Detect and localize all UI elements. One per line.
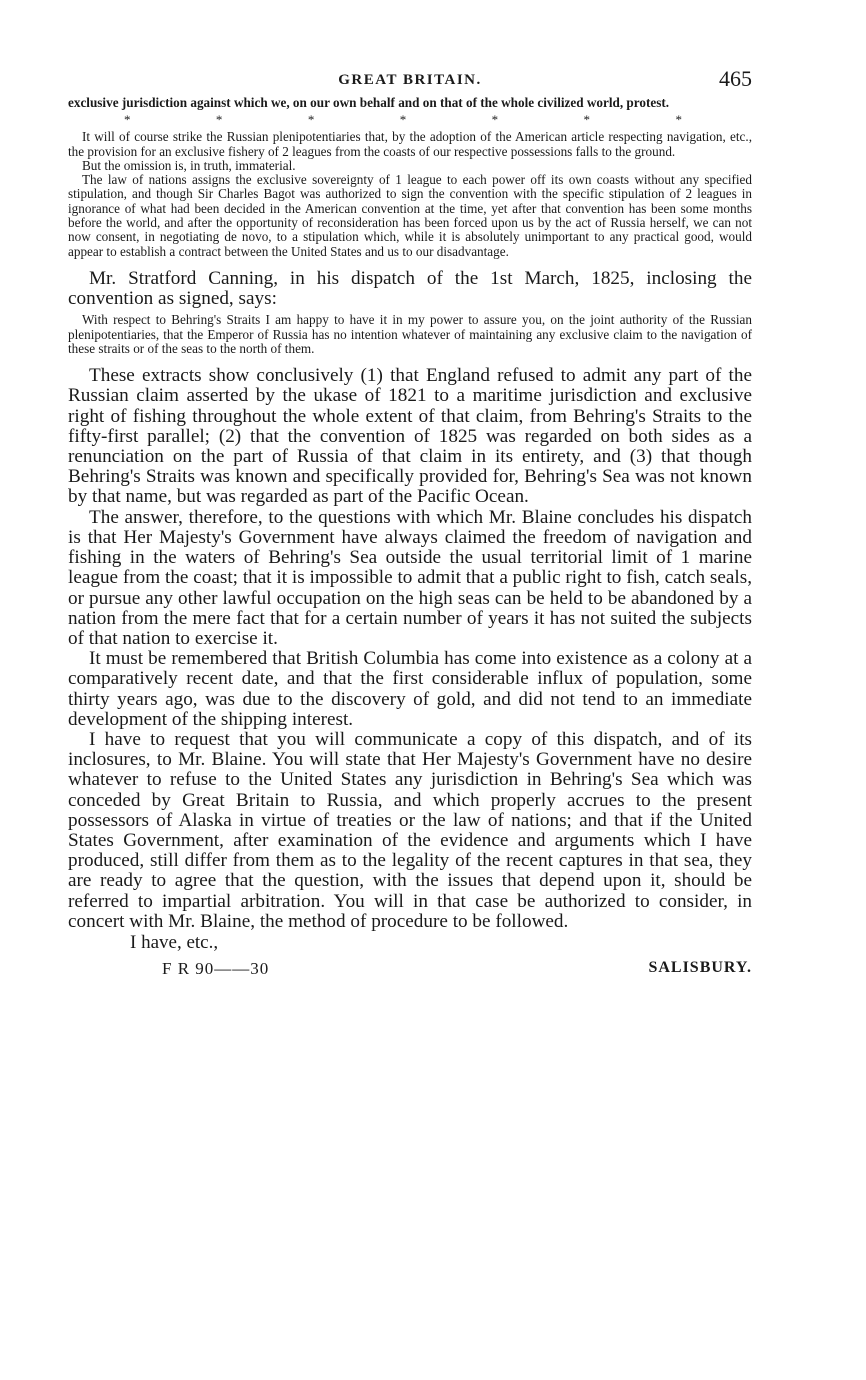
star-separator: * [675, 112, 682, 128]
signatory-name: SALISBURY. [648, 958, 752, 976]
ellipsis-stars [68, 110, 752, 130]
body-paragraph: It must be remembered that British Columbia has come into existence as a colony at a comparatively recent date, and that the first considerable influx of population, some thirty years ago, was due to the discovery of gold, and did not tend to an immediate development of the shipping interest. [68, 648, 752, 730]
page-header [68, 62, 752, 96]
star-separator: * [307, 112, 315, 128]
body-paragraph: I have to request that you will communicate a copy of this dispatch, and of its inclosures, to Mr. Blaine. You will state that Her Majesty's Government have no desire whatever to refuse to the United States any jurisdiction in Behring's Sea which was conceded by Great Britain to Russia, and which properly accrues to the present possessors of Alaska in virtue of treaties or the law of nations; and that if the United States Government, after examination of the evidence and arguments which I have produced, still differ from them as to the legality of the recent captures in that sea, they are ready to agree that the question, with the issues that depend upon it, should be referred to impartial arbitration. You will in that case be authorized to consider, in concert with Mr. Blaine, the method of procedure to be followed. [68, 728, 752, 932]
running-title: GREAT BRITAIN. [338, 72, 482, 88]
closing-line: I have, etc., [130, 931, 219, 953]
page-footer [68, 955, 752, 983]
star-separator: * [124, 112, 131, 128]
quote-continuation: exclusive jurisdiction against which we, on our own behalf and on that of the whole civilized world, protest. [68, 95, 670, 110]
star-separator: * [399, 112, 407, 128]
page-number: 465 [719, 66, 752, 91]
body-paragraph: These extracts show conclusively (1) that England refused to admit any part of the Russian claim asserted by the ukase of 1821 to a maritime jurisdiction and exclusive right of fishing throughout the whole extent of that claim, from Behring's Straits to the fifty-first parallel; (2) that the convention of 1825 was regarded on both sides as a renunciation on the part of Russia of that claim in its entirety, and (3) that though Behring's Straits was known and specifically provided for, Behring's Sea was not known by that name, but was regarded as part of the Pacific Ocean. [68, 365, 752, 508]
quote-paragraph: The law of nations assigns the exclusive sovereignty of 1 league to each power off its own coasts without any specified stipulation, and though Sir Charles Bagot was authorized to sign the convention with the specific stipulation of 2 leagues in ignorance of what had been decided in the American convention at the time, yet after that convention has been some months before the world, and after the opportunity of reconsideration has been forced upon us by the act of Russia herself, we can not now consent, in negotiating de novo, to a stipulation which, while it is absolutely unimportant to any practical good, would appear to establish a contract between the United States and us to our disadvantage. [68, 172, 752, 259]
body-paragraph: Mr. Stratford Canning, in his dispatch of the 1st March, 1825, inclosing the convention as signed, says: [68, 267, 752, 310]
star-separator: * [583, 112, 591, 128]
body-paragraph: The answer, therefore, to the questions with which Mr. Blaine concludes his dispatch is that Her Majesty's Government have always claimed the freedom of navigation and fishing in the waters of Behring's Sea outside the usual territorial limit of 1 marine league from the coast; that it is impossible to admit that a public right to fish, catch seals, or pursue any other lawful occupation on the high seas can be held to be abandoned by a nation from the mere fact that for a certain number of years it has not suited the subjects of that nation to exercise it. [68, 506, 752, 649]
star-separator: * [491, 112, 499, 128]
canning-quote: With respect to Behring's Straits I am happy to have it in my power to assure you, on the joint authority of the Russian plenipotentiaries, that the Emperor of Russia has no intention whatever of maintaining any exclusive claim to the navigation of these straits or of the seas to the north of them. [68, 312, 752, 356]
document-page [68, 62, 752, 983]
star-separator: * [215, 112, 223, 128]
printer-signature-mark: F R 90——30 [162, 958, 270, 978]
quote-paragraph: But the omission is, in truth, immaterial. [82, 157, 296, 173]
quote-paragraph: It will of course strike the Russian plenipotentiaries that, by the adoption of the American article respecting navigation, etc., the provision for an exclusive fishery of 2 leagues from the coasts of our respective possessions falls to the ground. [68, 129, 752, 159]
